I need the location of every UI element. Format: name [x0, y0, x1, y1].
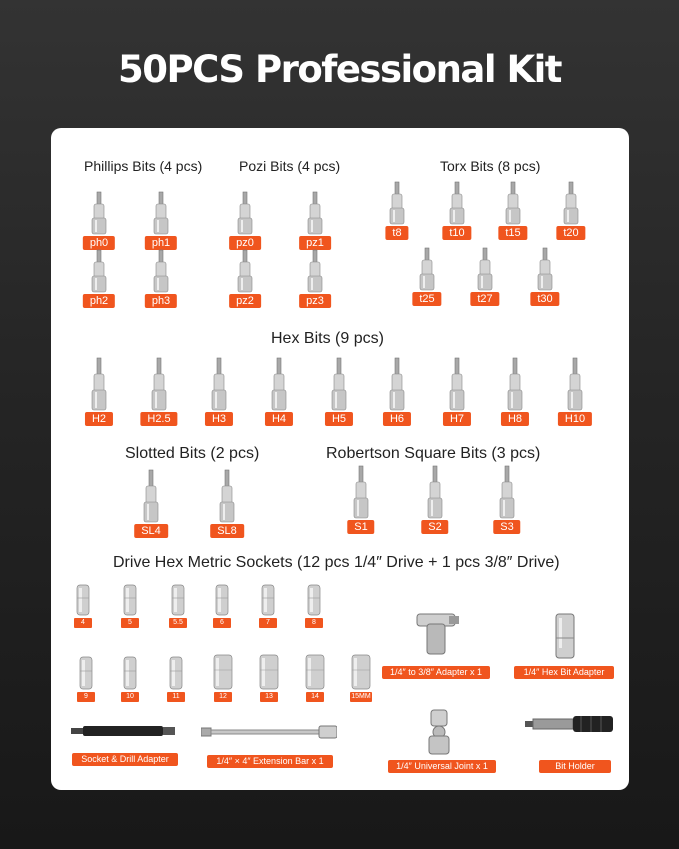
extension-bar-label: 1/4″ × 4″ Extension Bar x 1: [207, 755, 333, 768]
hex-adapter-image: [553, 612, 577, 660]
bit-label: H2.5: [140, 412, 177, 426]
socket-image: [213, 654, 233, 690]
socket-image: [307, 584, 321, 616]
bit-image: [417, 246, 437, 292]
drill-adapter-label: Socket & Drill Adapter: [72, 753, 178, 766]
bit-label: H5: [325, 412, 353, 426]
bit-label: SL8: [210, 524, 244, 538]
section-title-robertson: Robertson Square Bits (3 pcs): [326, 445, 541, 462]
socket: [215, 584, 229, 621]
bit-holder-label: Bit Holder: [539, 760, 611, 773]
socket: [169, 656, 183, 695]
bit-label: H3: [205, 412, 233, 426]
bit-label: H8: [501, 412, 529, 426]
section-title-hex: Hex Bits (9 pcs): [271, 330, 384, 347]
socket: [123, 656, 137, 695]
bit-hex: [314, 356, 364, 425]
bit-hex: [432, 356, 482, 425]
adapter-38-image: [413, 608, 463, 660]
extension-bar-image: [201, 724, 337, 740]
socket-label: 14: [306, 692, 324, 702]
page-title: 50PCS Professional Kit: [117, 48, 561, 91]
socket-label: 15MM: [351, 693, 371, 700]
bit-hex: [254, 356, 304, 425]
bit-robertson: [482, 464, 532, 533]
socket-image: [351, 654, 371, 690]
socket-label: 13: [260, 692, 278, 702]
bit-label: H6: [383, 412, 411, 426]
bit-torx: [546, 180, 596, 239]
bit-image: [305, 248, 325, 294]
socket-label: 8: [305, 618, 323, 628]
bit-torx: [520, 246, 570, 305]
bit-label: t10: [442, 226, 471, 240]
socket-image: [261, 584, 275, 616]
bit-image: [151, 248, 171, 294]
bit-label: t8: [385, 226, 408, 240]
bit-label: pz1: [299, 236, 331, 250]
socket-image: [76, 584, 90, 616]
bit-label: pz3: [299, 294, 331, 308]
bit-slotted: [126, 468, 176, 537]
bit-label: ph3: [145, 294, 177, 308]
bit-label: H10: [558, 412, 592, 426]
socket-image: [169, 656, 183, 690]
socket-label: 11: [167, 692, 185, 702]
bit-phillips: [136, 190, 186, 249]
bit-image: [89, 190, 109, 236]
bit-image: [235, 190, 255, 236]
bit-holder-image: [525, 714, 615, 734]
bit-label: t27: [470, 292, 499, 306]
socket: [259, 654, 279, 695]
bit-label: H7: [443, 412, 471, 426]
bit-image: [235, 248, 255, 294]
socket-image: [171, 584, 185, 616]
bit-robertson: [336, 464, 386, 533]
bit-image: [535, 246, 555, 292]
bit-label: H2: [85, 412, 113, 426]
bit-label: t30: [530, 292, 559, 306]
bit-image: [217, 468, 237, 524]
bit-image: [497, 464, 517, 520]
socket-label: 5: [121, 618, 139, 628]
bit-phillips: [74, 248, 124, 307]
socket: [79, 656, 93, 695]
bit-label: t25: [412, 292, 441, 306]
socket-image: [123, 656, 137, 690]
bit-hex: [490, 356, 540, 425]
bit-image: [89, 248, 109, 294]
bit-image: [149, 356, 169, 412]
bit-image: [565, 356, 585, 412]
bit-robertson: [410, 464, 460, 533]
bit-label: t15: [498, 226, 527, 240]
socket-image: [215, 584, 229, 616]
bit-slotted: [202, 468, 252, 537]
bit-image: [269, 356, 289, 412]
section-title-pozi: Pozi Bits (4 pcs): [239, 158, 341, 174]
socket: [213, 654, 233, 695]
socket-image: [259, 654, 279, 690]
section-title-phillips: Phillips Bits (4 pcs): [84, 158, 203, 174]
bit-image: [475, 246, 495, 292]
drill-adapter-image: [71, 723, 175, 739]
bit-hex: [550, 356, 600, 425]
bit-label: S2: [421, 520, 448, 534]
bit-image: [561, 180, 581, 226]
socket-label: 7: [259, 618, 277, 628]
bit-label: H4: [265, 412, 293, 426]
socket: [307, 584, 321, 621]
bit-phillips: [136, 248, 186, 307]
bit-torx: [432, 180, 482, 239]
bit-image: [387, 356, 407, 412]
bit-torx: [488, 180, 538, 239]
socket: [261, 584, 275, 621]
bit-image: [305, 190, 325, 236]
section-title-sockets: Drive Hex Metric Sockets (12 pcs 1/4″ Drive + 1 pcs 3/8″ Drive): [113, 554, 560, 571]
bit-pozi: [290, 248, 340, 307]
socket-label: 5.5: [169, 618, 187, 628]
adapter-38-label: 1/4″ to 3/8″ Adapter x 1: [382, 666, 490, 679]
bit-label: S1: [347, 520, 374, 534]
bit-label: ph0: [83, 236, 115, 250]
bit-image: [503, 180, 523, 226]
bit-image: [209, 356, 229, 412]
socket: [171, 584, 185, 621]
socket-label: 4: [74, 618, 92, 628]
bit-image: [505, 356, 525, 412]
socket-label: 9: [77, 692, 95, 702]
socket-label: 12: [214, 692, 232, 702]
hex-adapter-label: 1/4″ Hex Bit Adapter: [514, 666, 614, 679]
bit-label: S3: [493, 520, 520, 534]
socket-label: 10: [121, 692, 139, 702]
socket-image: [79, 656, 93, 690]
bit-image: [447, 356, 467, 412]
bit-torx: [460, 246, 510, 305]
bit-hex: [134, 356, 184, 425]
universal-joint-image: [421, 708, 457, 756]
bit-hex: [372, 356, 422, 425]
socket: [351, 654, 371, 695]
bit-torx: [372, 180, 422, 239]
bit-hex: [194, 356, 244, 425]
bit-torx: [402, 246, 452, 305]
socket: [305, 654, 325, 695]
bit-phillips: [74, 190, 124, 249]
bit-image: [425, 464, 445, 520]
bit-pozi: [220, 248, 270, 307]
bit-image: [351, 464, 371, 520]
bit-image: [329, 356, 349, 412]
bit-image: [141, 468, 161, 524]
universal-joint-label: 1/4″ Universal Joint x 1: [388, 760, 496, 773]
bit-label: pz0: [229, 236, 261, 250]
bit-image: [89, 356, 109, 412]
bit-pozi: [220, 190, 270, 249]
bit-label: pz2: [229, 294, 261, 308]
bit-image: [151, 190, 171, 236]
bit-image: [447, 180, 467, 226]
bit-label: t20: [556, 226, 585, 240]
section-title-torx: Torx Bits (8 pcs): [440, 158, 541, 174]
socket: [76, 584, 90, 621]
socket-image: [123, 584, 137, 616]
bit-label: SL4: [134, 524, 168, 538]
section-title-slotted: Slotted Bits (2 pcs): [125, 445, 260, 462]
kit-panel: [51, 128, 629, 790]
bit-label: ph1: [145, 236, 177, 250]
socket-image: [305, 654, 325, 690]
socket: [123, 584, 137, 621]
bit-label: ph2: [83, 294, 115, 308]
socket-label: 6: [213, 618, 231, 628]
bit-hex: [74, 356, 124, 425]
bit-pozi: [290, 190, 340, 249]
bit-image: [387, 180, 407, 226]
